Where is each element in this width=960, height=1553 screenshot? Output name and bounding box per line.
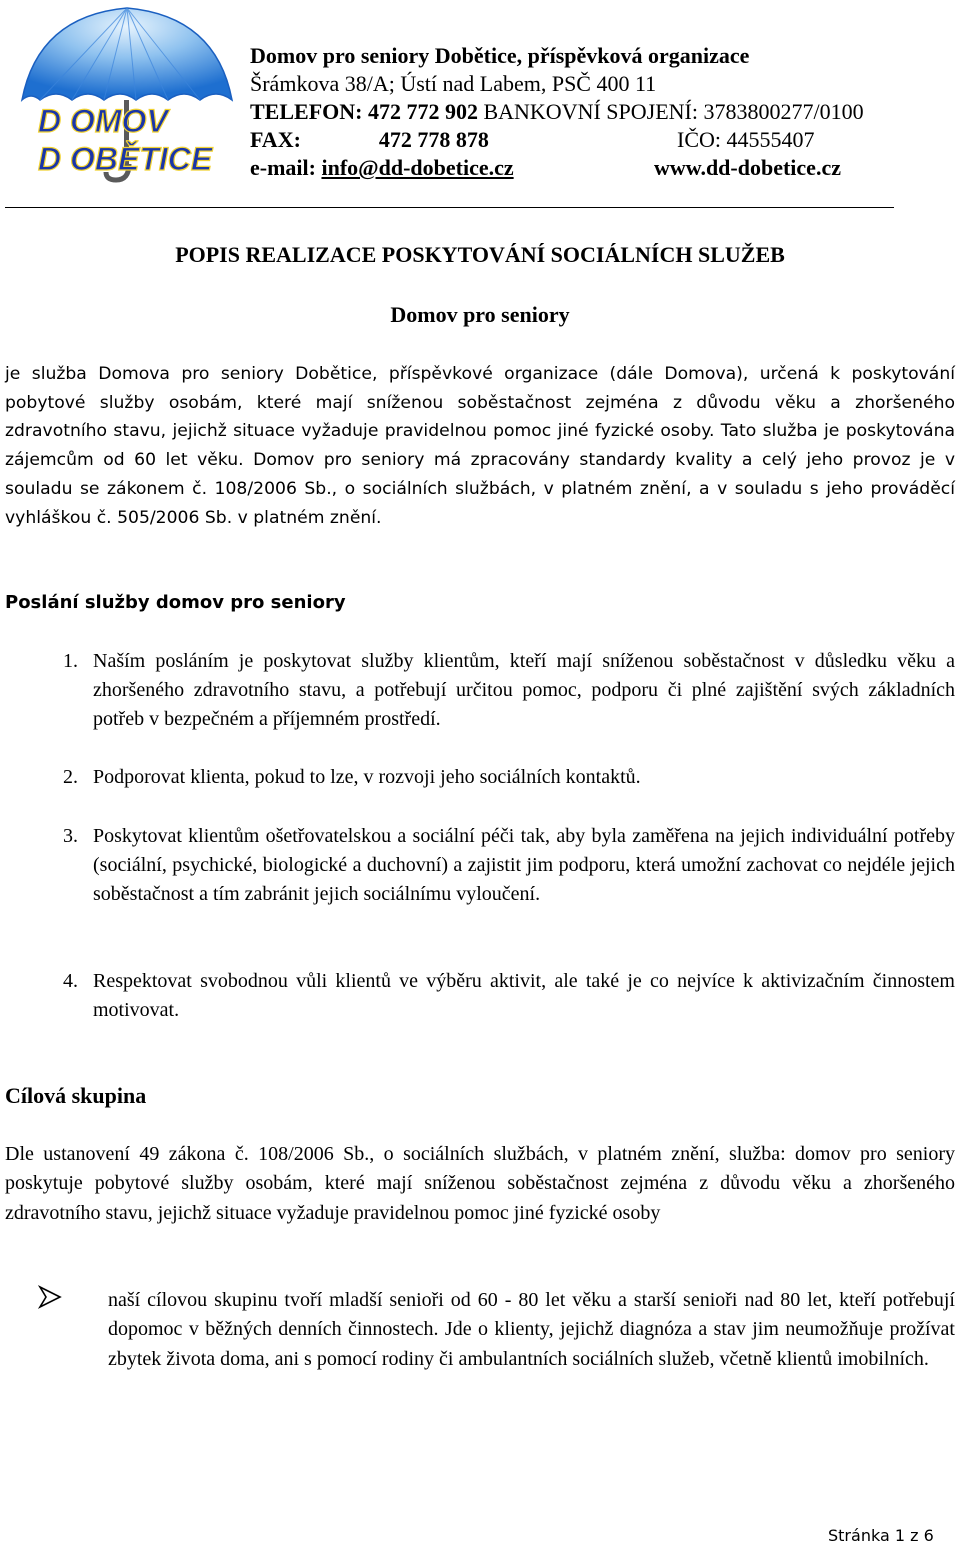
organization-logo	[16, 4, 238, 184]
intro-text: je služba Domova pro seniory Dobětice, příspěvkové organizace (dále Domova), určená k poskytování pobytové služby osobám, které mají sníženou soběstačnost zejména z důvodu věku a zhoršeného zdravotního stavu, jejichž situace vyžaduje pravidelnou pomoc jiné fyzické osoby. Tato služba je poskytována zájemcům od 60 let věku. Domov pro seniory má zpracovány standardy kvality a celý jeho provoz je v souladu se zákonem č. 108/2006 Sb., o sociálních službách, v platném znění, a v souladu s jeho prováděcí vyhláškou č. 505/2006 Sb. v platném znění.	[5, 364, 955, 528]
logo-line2: D OBĚTICE	[38, 141, 213, 177]
umbrella-logo-icon	[16, 4, 238, 184]
target-group-paragraph: Dle ustanovení 49 zákona č. 108/2006 Sb., o sociálních službách, v platném znění, služba: domov pro seniory poskytuje pobytové služby osobám, které mají sníženou soběstačnost zejména z důvodu věku a zhoršeného zdravotního stavu, jejichž situace vyžaduje pravidelnou pomoc jiné fyzické osoby	[5, 1143, 955, 1224]
list-item-number: 1.	[63, 650, 78, 672]
document-subtitle: Domov pro seniory	[390, 302, 570, 327]
list-item-text: Naším posláním je poskytovat služby klientům, kteří mají sníženou soběstačnost v důsledku věku a zhoršeného zdravotního stavu, a potřebují určitou pomoc, podporu či plné zajištění svých základních potřeb v bezpečném a příjemném prostředí.	[93, 650, 955, 730]
website-link[interactable]: www.dd-dobetice.cz	[654, 155, 841, 180]
list-item-text: Poskytovat klientům ošetřovatelskou a sociální péči tak, aby byla zaměřena na jejich individuální potřeby (sociální, psychické, biologické a duchovní) a zajistit jim podporu, která umožní zachovat co nejdéle jejich soběstačnost a tím zabránit jejich sociálnímu vyloučení.	[93, 825, 955, 905]
target-group-heading: Cílová skupina	[5, 1083, 147, 1108]
logo-line1: D OMOV	[38, 103, 168, 139]
intro-paragraph	[5, 360, 955, 532]
fax-label: FAX:	[250, 127, 301, 152]
telefon: TELEFON: 472 772 902	[250, 99, 478, 124]
list-item-number: 2.	[63, 766, 78, 788]
target-group-bullet: naší cílovou skupinu tvoří mladší senioři od 60 - 80 let věku a starší senioři nad 80 let, kteří potřebují dopomoc v běžných denních činnostech. Jde o klienty, jejichž diagnóza a stav jim neumožňuje prožívat zbytek života doma, ani s pomocí rodiny či ambulantních sociálních služeb, včetně klientů imobilních.	[108, 1289, 955, 1370]
ico: IČO: 44555407	[677, 127, 815, 152]
mission-heading: Poslání služby domov pro seniory	[5, 592, 346, 613]
list-item-text: Podporovat klienta, pokud to lze, v rozvoji jeho sociálních kontaktů.	[93, 766, 641, 788]
bank-account: BANKOVNÍ SPOJENÍ: 3783800277/0100	[483, 99, 864, 124]
arrowhead-bullet-icon	[38, 1285, 62, 1309]
email-link[interactable]: info@dd-dobetice.cz	[321, 155, 514, 180]
organization-address: Šrámkova 38/A; Ústí nad Labem, PSČ 400 11	[250, 71, 657, 96]
list-item-number: 3.	[63, 825, 78, 847]
document-title: POPIS REALIZACE POSKYTOVÁNÍ SOCIÁLNÍCH SLUŽEB	[175, 242, 785, 267]
organization-name: Domov pro seniory Dobětice, příspěvková organizace	[250, 43, 750, 68]
list-item-number: 4.	[63, 970, 78, 992]
organization-contact-block	[250, 42, 950, 182]
header-divider	[5, 207, 894, 208]
fax-number: 472 778 878	[378, 127, 489, 152]
page-number: Stránka 1 z 6	[828, 1526, 934, 1545]
email-label: e-mail:	[250, 155, 316, 180]
list-item-text: Respektovat svobodnou vůli klientů ve výběru aktivit, ale také je co nejvíce k aktivizačním činnostem motivovat.	[93, 970, 955, 1021]
